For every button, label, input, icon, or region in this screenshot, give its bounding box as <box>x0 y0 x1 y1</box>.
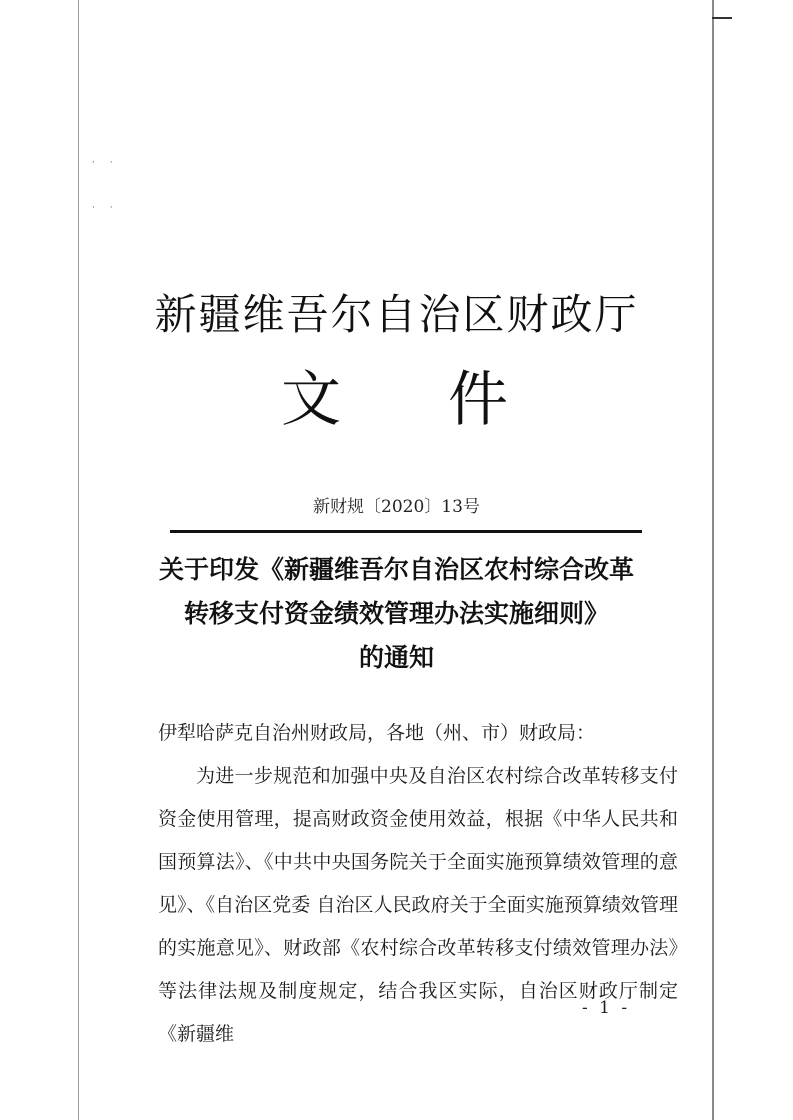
scan-speck: · · <box>92 158 119 168</box>
header-divider <box>170 530 642 533</box>
scan-speck: · · <box>92 203 119 213</box>
title-line-3: 的通知 <box>358 643 434 672</box>
recipients-line: 伊犁哈萨克自治州财政局，各地（州、市）财政局： <box>158 722 596 744</box>
corner-mark <box>712 17 732 19</box>
document-title <box>0 548 793 680</box>
page-number: - 1 - <box>582 998 631 1018</box>
title-line-1: 关于印发《新疆维吾尔自治区农村综合改革 <box>158 555 634 584</box>
document-number: 新财规〔2020〕13号 <box>313 497 480 517</box>
document-type-heading: 文 件 <box>280 365 553 435</box>
title-line-2: 转移支付资金绩效管理办法实施细则》 <box>183 599 609 628</box>
body-paragraph: 为进一步规范和加强中央及自治区农村综合改革转移支付资金使用管理，提高财政资金使用效益，根据《中华人民共和国预算法》、《中共中央国务院关于全面实施预算绩效管理的意见》、《自治区党委 自治区人民政府关于全面实施预算绩效管理的实施意见》、财政部《农村综合改革转移支付绩效管理办法》等法律法规及制度规定，结合我区实际，自治区财政厅制定《新疆维 <box>158 765 678 1045</box>
issuer-heading: 新疆维吾尔自治区财政厅 <box>154 290 639 339</box>
